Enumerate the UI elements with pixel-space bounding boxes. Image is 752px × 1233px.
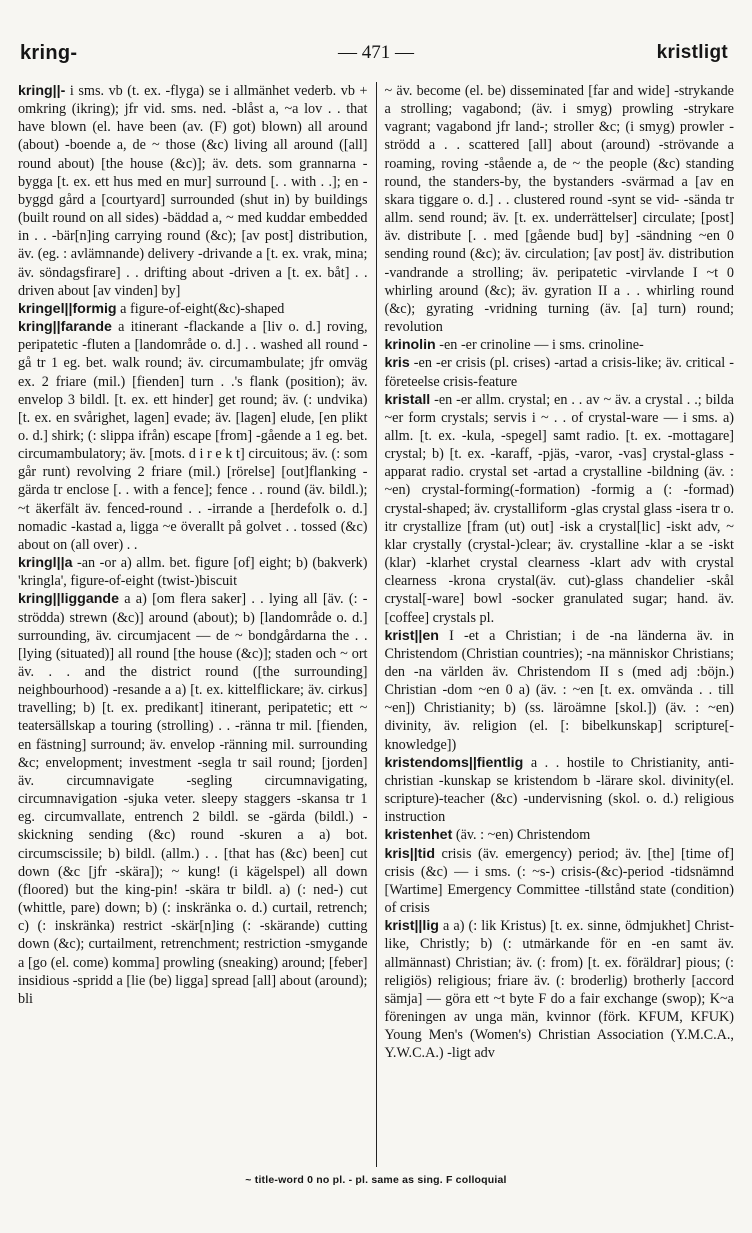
entry-definition: a itinerant -flackande a [liv o. d.] roving, peripatetic -fluten a [landområde o. d.] . . washed all round -gå tr 1 eg. bet. walk round; äv. circumambulate; jfr omväg ex. 2 friare (mil.) [fienden] turn . .'s flank (position); äv. envelop 3 bildl. [t. ex. ett hinder] get round; äv. (: undvika) [t. ex. en svårighet, lagen] evade; äv. [lagen] elude, [en plikt o. d.] shirk; (: slippa ifrån) escape [from] -gående a 1 eg. bet. circumambulatory; äv. [mots. d i r e k t] circuitous; äv. (: som går runt) revolving 2 friare (mil.) [rörelse] [out]flanking -gärda tr enclose [. . with a fence]; fence . . round (äv. bildl.); ~t äkerfält äv. fenced-round . . -irrande a [herdefolk o. d.] nomadic -kastad a, ligga ~e överallt på golvet . . tossed (&c) about on (all over) . .	[18, 319, 368, 553]
dictionary-entry	[18, 554, 368, 590]
page-number: — 471 —	[338, 42, 414, 63]
left-column	[18, 82, 368, 1167]
entry-headword: krinolin	[384, 337, 436, 354]
dictionary-entry	[384, 82, 734, 336]
abbreviation-key-footer: ~ title-word 0 no pl. - pl. same as sing. F colloquial	[245, 1174, 507, 1186]
entry-headword: krist||en	[384, 627, 439, 644]
entry-definition: a a) (: lik Kristus) [t. ex. sinne, ödmjukhet] Christ-like, Christly; b) (: utmärkande för en -en samt äv. allmännast) Christian; äv. (: from) [t. ex. föräldrar] pious; (: religiös) religious; friare äv. (: broderlig) brotherly [accord sämja] — göra ett ~t byte F do a fair exchange (swop); K~a föreningen av unga män, kvinnor (förk. KFUM, KFUK) Young Men's (Women's) Christian Association (Y.M.C.A., Y.W.C.A.) -ligt adv	[384, 918, 734, 1062]
entry-definition: a a) [om flera saker] . . lying all [äv. (: -strödda) strewn (&c)] around (about); b) [landområde o. d.] surrounding, äv. circumjacent — de ~ bondgårdarna the . . [lying (situated)] all round [the house (&c)]; staden och ~ ort äv. . . and the district round ([the surrounding] neighbourhood) -resande a a) [t. ex. kittelflickare; äv. cirkus] travelling; b) [t. ex. predikant] itinerant, peripatetic; ett ~ teatersällskap a touring (strolling) . . -ränna tr mil. [fienden, en fästning] surround; äv. envelop -ränning mil. surrounding &c; envelopment; investment -segla tr sail round; [jorden] äv. circumnavigate -segling circumnavigating, circumnavigation -sjuka veter. sleepy staggers -skansa tr 1 eg. circumvallate, entrench 2 bildl. se -gärda (bildl.) -skickning sending (&c) round -skuren a a) bot. circumscissile; b) bildl. (allm.) . . [that has (&c) been] cut down (&c [jfr -skära]); ~ kung! (i kägelspel) all down (floored) but the king-pin! -skära tr bildl. a) (: ned-) cut (whittle, pare) down; b) (: inskränka o. d.) curtail, retrench; c) (: inskränka) restrict -skär[n]ing (: -skärande) cutting down (&c); curtailment, retrenchment; restriction -smygande a [go (el. come) komma] prowling (sneaking) around; [feber] insidious -spridd a [lie (be) ligga] spread [all] about (around); bli	[18, 591, 368, 1007]
entry-headword: krist||lig	[384, 918, 439, 935]
entry-headword: kring||farande	[18, 319, 112, 336]
entry-headword: kris	[384, 355, 410, 372]
dictionary-entry	[384, 391, 734, 627]
entry-headword: kring||liggande	[18, 591, 119, 608]
entry-definition: i sms. vb (t. ex. -flyga) se i allmänhet vederb. vb + omkring (ikring); jfr vid. sms. ned. -blåst a, ~a lov . . that have blown (el. have been (av. (F) got) blown) all around (about) -boende a, de ~ those (&c) living all around ([all] round about) [the house (&c)]; äv. dets. som grannarna -byggа [t. ex. ett hus med en mur] surround [. . with . .]; en -byggd gård a [courtyard] surrounded (shut in) by buildings (built round on all sides) -bäddad a, ~ med kuddar embedded in . . -bär[n]ing carrying round (&c); [av post] distribution, äv. (eg. : avlämnande) delivery -drivande a [t. ex. vrak, mina; äv. söndagsfirare] . . drifting about -drivеn a [t. ex. båt] . . driven about [av vinden] by]	[18, 83, 368, 299]
entry-headword: kristall	[384, 391, 431, 408]
entry-headword: kringel||formig	[18, 300, 117, 317]
running-head-right: kristligt	[656, 42, 728, 63]
dictionary-entry	[384, 627, 734, 754]
dictionary-entry	[18, 300, 368, 318]
entry-definition: crisis (äv. emergency) period; äv. [the] [time of] crisis (&c) — i sms. (: ~s-) crisis-(&c)-period -tidsnämnd [Wartime] Emergency Committee -tillstånd state (condition) of crisis	[384, 845, 734, 917]
dictionary-entry	[18, 318, 368, 554]
entry-definition: a . . hostile to Christianity, anti-christian -kunskap se kristendom b -lärare skol. divinity(el. scripture)-teacher (&c) -undervisning (skol. o. d.) religious instruction	[384, 754, 734, 826]
entry-definition: (äv. : ~en) Christendom	[452, 827, 591, 844]
entry-definition: -en -er crinoline — i sms. crinoline-	[435, 337, 644, 354]
two-column-body	[18, 82, 734, 1167]
entry-definition: -en -er allm. crystal; en . . av ~ äv. a crystal . .; bilda ~er form crystals; servis i ~ . . of crystal-ware — i sms. a) allm. [t. ex. -kula, -spegel] samt radio. [t. ex. -mottagare] crystal; b) [t. ex. -karaff, -pjäs, -varor, -vas] crystal-glass -apparat radio. crystal set -artad a crystalline -bildning (äv. : ~en) crystal-forming(-formation) -formig a (: -formad) crystal-shaped; äv. crystalliform -glas crystal glass -isera tr o. itr crystallize [fram (ut) out] -isk a crystal[lic] -iskt adv, ~ klar crystally (crystal-)clear; äv. crystalline -klar a se -iskt (klar) -klarhet crystal clearness -klart adv with crystal clearness -krona crystal(äv. cut)-glass chandelier -skål crystal[-ware] bowl -socker granulated sugar; hand. äv. [coffee] crystals pl.	[384, 391, 734, 626]
dictionary-entry	[384, 754, 734, 827]
dictionary-entry	[384, 917, 734, 1062]
entry-definition: -an -or a) allm. bet. figure [of] eight; b) (bakverk) 'kringla', figure-of-eight (twist-)biscuit	[18, 555, 368, 590]
dictionary-entry	[384, 826, 734, 844]
dictionary-entry	[384, 336, 734, 354]
right-column	[384, 82, 734, 1167]
running-head-left: kring-	[20, 42, 78, 64]
dictionary-entry	[384, 845, 734, 918]
entry-headword: kris||tid	[384, 845, 435, 862]
page-header	[18, 40, 734, 70]
dictionary-entry	[384, 354, 734, 390]
entry-headword: kring||-	[18, 83, 66, 99]
column-divider	[376, 82, 377, 1167]
entry-definition: a figure-of-eight(&c)-shaped	[116, 300, 285, 317]
dictionary-entry	[18, 82, 368, 300]
dictionary-entry	[18, 590, 368, 1008]
entry-definition: ~ äv. become (el. be) disseminated [far and wide] -strykande a strolling; vagabond; (äv. i smyg) prowling -strykare vagrant; vagabond jfr land-; stroller &c; (i smyg) prowler -strödd a . . scattered [all] about (around) -strövande a roaming, roving -stående a, de ~ the people (&c) standing round, the standers-by, the bystanders -svärmad a [av en skara tiggare o. d.] . . clustered round -synt se vid- -sända tr allm. send round; äv. [t. ex. underrättelser] circulate; [post] äv. distribute [. . med [gående bud] by] -sändning ~en 0 sending round (&c); äv. circulation; [av post] äv. distribution -vandrande a strolling; äv. peripatetic -virvlande I ~t 0 whirling around (&c); äv. gyration II a . . whirling round (&c); gyrating -vridning turning (äv. [a] turn) round; revolution	[384, 83, 734, 336]
entry-headword: kringl||a	[18, 555, 73, 572]
entry-definition: I -et a Christian; i de -na länderna äv. in Christendom (Christian countries); -na människor Christians; den -na världen äv. Christendom II s (med adj :böjn.) Christian -dom ~en 0 a) (äv. : ~en [t. ex. omvända . . till ~en]) Christianity; b) (ss. läroämne [skol.]) (äv. : ~en) divinity, äv. religion (el. [: bibelkunskap] scripture[-knowledge])	[384, 627, 734, 753]
entry-headword: kristenhet	[384, 827, 453, 844]
entry-headword: kristendoms||fientlig	[384, 754, 524, 771]
entry-definition: -en -er crisis (pl. crises) -artad a crisis-like; äv. critical -företeelse crisis-feature	[384, 355, 734, 390]
